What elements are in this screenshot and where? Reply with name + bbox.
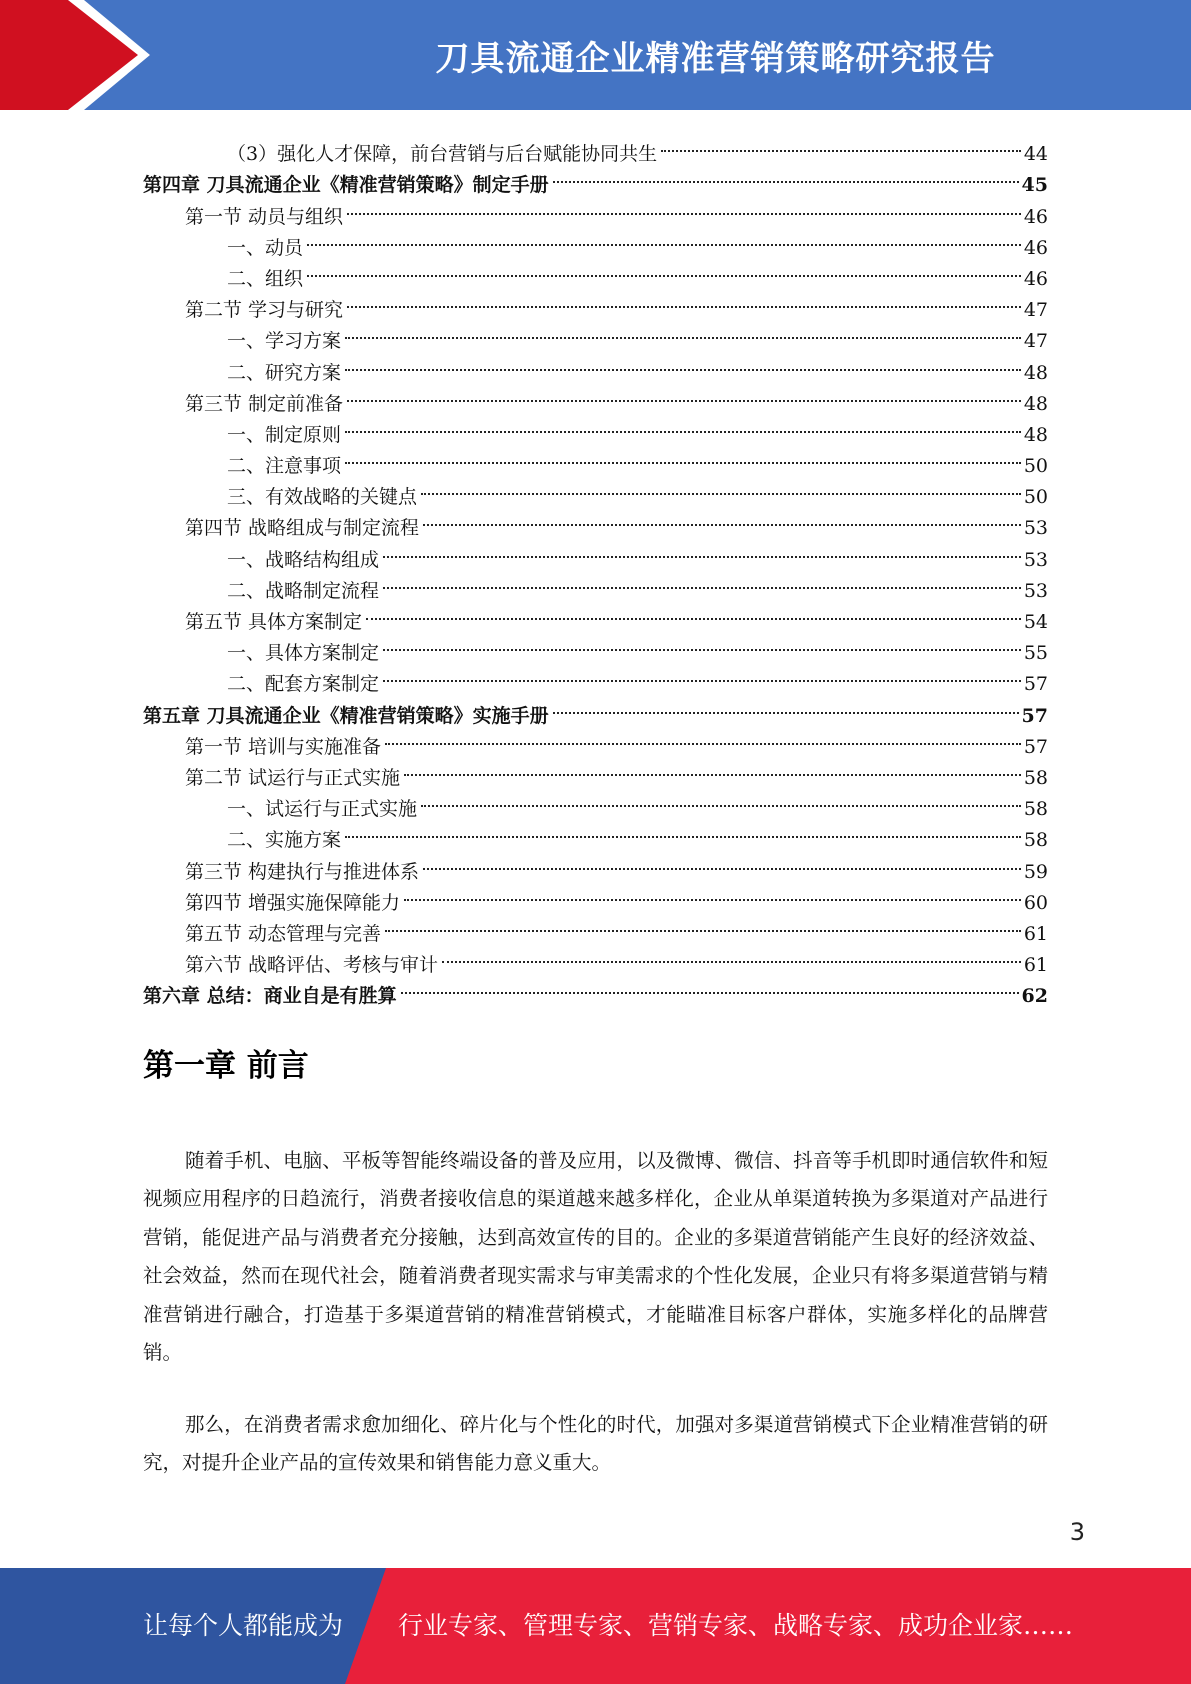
toc-dot-leader — [383, 618, 1021, 651]
toc-entry-label: 一、试运行与正式实施 — [227, 798, 418, 821]
toc-dot-leader — [383, 556, 1021, 589]
toc-entry-page: 46 — [1023, 205, 1048, 228]
toc-entry-page: 61 — [1023, 954, 1048, 977]
toc-entry-page: 53 — [1023, 517, 1048, 540]
toc-dot-leader — [345, 805, 1021, 838]
toc-dot-leader — [421, 774, 1021, 807]
toc-dot-leader — [345, 400, 1021, 433]
toc-dot-leader — [661, 119, 1021, 152]
toc-entry-page: 50 — [1023, 455, 1048, 478]
chapter-paragraph: 那么，在消费者需求愈加细化、碎片化与个性化的时代，加强对多渠道营销模式下企业精准营销的研究，对提升企业产品的宣传效果和销售能力意义重大。 — [143, 1413, 1048, 1475]
footer-slogan-left: 让每个人都能成为 — [143, 1611, 344, 1640]
toc-dot-leader — [383, 524, 1021, 557]
toc-entry-page: 57 — [1023, 735, 1048, 758]
toc-entry-page: 53 — [1023, 548, 1048, 571]
toc-entry-page: 47 — [1023, 330, 1048, 353]
toc-entry-label: 第二节 学习与研究 — [185, 299, 344, 322]
toc-dot-leader — [347, 181, 1021, 214]
toc-entry-label: 一、战略结构组成 — [227, 548, 380, 571]
toc-entry-page: 47 — [1023, 299, 1048, 322]
table-of-contents — [143, 127, 1048, 1008]
toc-entry-label: 第六章 总结：商业自是有胜算 — [143, 985, 397, 1008]
toc-entry-page: 46 — [1023, 236, 1048, 259]
toc-dot-leader — [421, 462, 1021, 495]
toc-entry-label: 第二节 试运行与正式实施 — [185, 766, 401, 789]
toc-entry-label: 第四节 战略组成与制定流程 — [185, 517, 420, 540]
toc-entry-label: 第四章 刀具流通企业《精准营销策略》制定手册 — [143, 174, 549, 197]
toc-dot-leader — [404, 743, 1021, 776]
toc-entry-page: 46 — [1023, 267, 1048, 290]
toc-entry[interactable] — [143, 969, 1048, 1008]
toc-entry-page: 58 — [1023, 766, 1048, 789]
header-title: 刀具流通企业精准营销策略研究报告 — [435, 38, 996, 79]
toc-entry-label: 二、实施方案 — [227, 829, 342, 852]
toc-dot-leader — [383, 649, 1021, 682]
toc-entry-page: 50 — [1023, 486, 1048, 509]
toc-entry-label: 二、战略制定流程 — [227, 579, 380, 602]
toc-entry-page: 58 — [1023, 829, 1048, 852]
toc-entry-page: 48 — [1023, 392, 1048, 415]
toc-dot-leader — [347, 369, 1021, 402]
toc-dot-leader — [345, 306, 1021, 339]
toc-entry-label: 第六节 战略评估、考核与审计 — [185, 954, 439, 977]
page-footer — [0, 1568, 1191, 1684]
toc-entry-page: 57 — [1021, 704, 1048, 727]
toc-entry-label: 第三节 构建执行与推进体系 — [185, 860, 420, 883]
footer-slogan-right: 行业专家、管理专家、营销专家、战略专家、成功企业家…… — [398, 1611, 1074, 1640]
toc-dot-leader — [553, 150, 1019, 183]
toc-entry-label: 第五章 刀具流通企业《精准营销策略》实施手册 — [143, 704, 549, 727]
toc-entry-label: 第一节 培训与实施准备 — [185, 735, 382, 758]
toc-dot-leader — [345, 431, 1021, 464]
toc-entry-page: 53 — [1023, 579, 1048, 602]
toc-dot-leader — [345, 337, 1021, 370]
toc-entry-label: （3）强化人才保障，前台营销与后台赋能协同共生 — [227, 143, 658, 166]
toc-dot-leader — [423, 493, 1021, 526]
toc-dot-leader — [366, 587, 1021, 620]
toc-entry-label: 第五节 具体方案制定 — [185, 611, 363, 633]
toc-entry-page: 44 — [1023, 143, 1048, 166]
toc-entry-label: 一、具体方案制定 — [227, 642, 380, 665]
toc-entry-label: 一、动员 — [227, 236, 304, 259]
toc-dot-leader — [404, 868, 1021, 901]
toc-entry-label: 二、注意事项 — [227, 455, 342, 478]
toc-dot-leader — [347, 275, 1021, 308]
header-arrow-decoration — [0, 0, 240, 110]
toc-dot-leader — [385, 899, 1021, 932]
chapter-title: 第一章 前言 — [143, 1048, 309, 1084]
toc-entry-label: 二、研究方案 — [227, 361, 342, 384]
toc-dot-leader — [442, 930, 1021, 963]
toc-entry-label: 第五节 动态管理与完善 — [185, 922, 382, 945]
toc-entry-label: 第三节 制定前准备 — [185, 392, 344, 415]
toc-entry-label: 一、学习方案 — [227, 330, 342, 353]
toc-entry-page: 55 — [1023, 642, 1048, 665]
toc-entry-page: 60 — [1023, 891, 1048, 914]
toc-entry-label: 三、有效战略的关键点 — [227, 486, 418, 509]
page-number: 3 — [1069, 1518, 1085, 1546]
toc-entry-page: 58 — [1023, 798, 1048, 821]
toc-entry-label: 第四节 增强实施保障能力 — [185, 891, 401, 914]
toc-dot-leader — [423, 836, 1021, 869]
toc-entry-label: 第一节 动员与组织 — [185, 205, 344, 228]
toc-entry-page: 48 — [1023, 423, 1048, 446]
toc-entry-page: 57 — [1023, 673, 1048, 696]
chapter-paragraph: 随着手机、电脑、平板等智能终端设备的普及应用，以及微博、微信、抖音等手机即时通信软件和短视频应用程序的日趋流行，消费者接收信息的渠道越来越多样化，企业从单渠道转换为多渠道对产品进行营销，能促进产品与消费者充分接触，达到高效宣传的目的。企业的多渠道营销能产生良好的经济效益、社会效益，然而在现代社会，随着消费者现实需求与审美需求的个性化发展，企业只有将多渠道营销与精准营销进行融合，打造基于多渠道营销的精准营销模式，才能瞄准目标客户群体，实施多样化的品牌营销。 — [143, 1149, 1048, 1365]
toc-entry-page: 62 — [1021, 985, 1048, 1008]
toc-dot-leader — [401, 961, 1019, 994]
toc-dot-leader — [307, 244, 1021, 277]
page-header — [0, 0, 1191, 110]
toc-entry-page: 59 — [1023, 860, 1048, 883]
toc-dot-leader — [553, 680, 1019, 713]
toc-entry-label: 二、组织 — [227, 267, 304, 290]
toc-dot-leader — [307, 213, 1021, 246]
toc-entry-label: 二、配套方案制定 — [227, 673, 380, 696]
toc-entry-page: 61 — [1023, 922, 1048, 945]
toc-entry-label: 一、制定原则 — [227, 423, 342, 446]
toc-entry-page: 45 — [1021, 174, 1048, 197]
toc-entry-page: 48 — [1023, 361, 1048, 384]
toc-dot-leader — [385, 712, 1021, 745]
toc-entry-page: 54 — [1023, 611, 1048, 633]
